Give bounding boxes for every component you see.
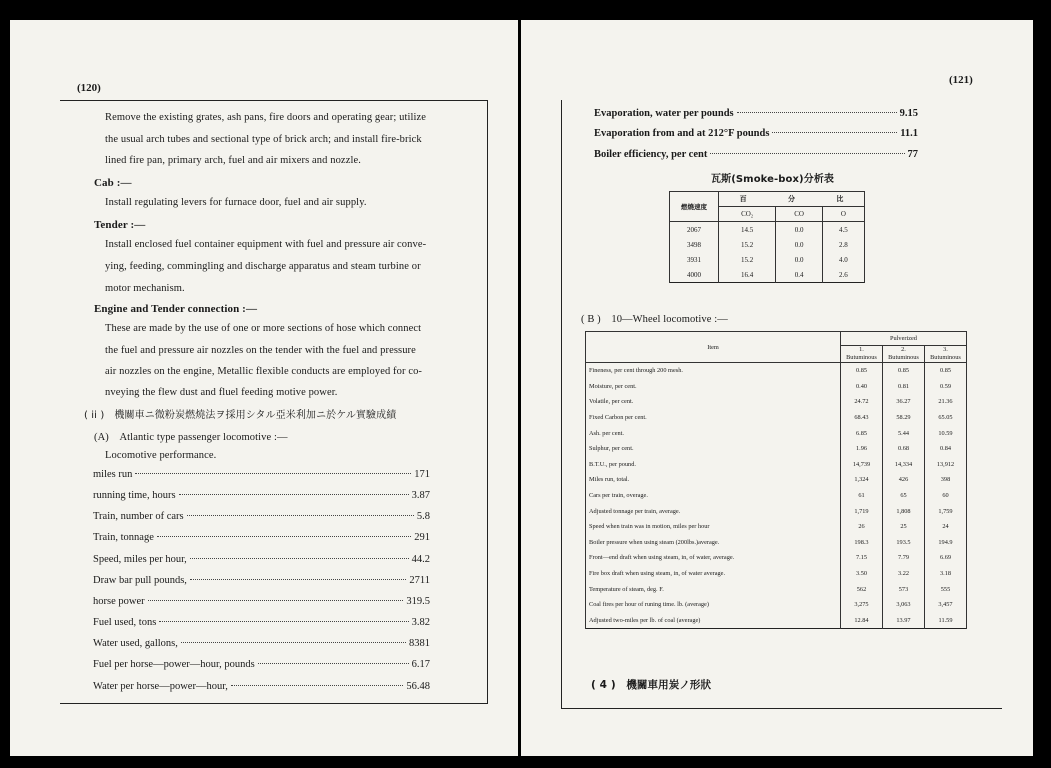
table-row xyxy=(586,488,967,504)
value-cell: 26 xyxy=(841,519,883,535)
value-cell: 25 xyxy=(883,519,925,535)
performance-value: 3.87 xyxy=(411,490,430,501)
boiler-value: 77 xyxy=(907,149,918,160)
value-cell: 193.5 xyxy=(883,535,925,551)
table-row xyxy=(586,613,967,629)
value-cell: 426 xyxy=(883,472,925,488)
performance-row xyxy=(93,659,430,670)
performance-value: 171 xyxy=(414,469,430,480)
locomotive-performance-label: Locomotive performance. xyxy=(105,450,217,461)
paragraph-line: the usual arch tubes and sectional type of brick arch; and install fire-brick xyxy=(105,134,422,145)
smoke-cell: 2.8 xyxy=(822,237,864,252)
smoke-cell: 0.0 xyxy=(776,222,822,238)
performance-label: Fuel used, tons xyxy=(93,617,157,628)
smoke-row xyxy=(670,267,865,283)
item-cell: Miles run, total. xyxy=(586,472,841,488)
value-cell: 3.18 xyxy=(925,566,967,582)
value-cell: 1.96 xyxy=(841,441,883,457)
value-cell: 24 xyxy=(925,519,967,535)
value-cell: 0.85 xyxy=(883,363,925,379)
paragraph-line: motor mechanism. xyxy=(105,283,185,294)
value-cell: 0.85 xyxy=(841,363,883,379)
value-cell: 60 xyxy=(925,488,967,504)
smoke-cell: 0.4 xyxy=(776,267,822,283)
boiler-row xyxy=(594,108,918,119)
boiler-row xyxy=(594,128,918,139)
value-cell: 0.84 xyxy=(925,441,967,457)
tender-heading: Tender :— xyxy=(94,219,146,231)
performance-row xyxy=(93,532,430,543)
boiler-label: Evaporation, water per pounds xyxy=(594,108,734,119)
item-cell: Adjusted two-miles per lb. of coal (average) xyxy=(586,613,841,629)
performance-label: Train, tonnage xyxy=(93,532,154,543)
value-cell: 3.50 xyxy=(841,566,883,582)
smoke-cell: 14.5 xyxy=(719,222,776,238)
item-cell: Fire box draft when using steam, in, of water average. xyxy=(586,566,841,582)
smoke-cell: 16.4 xyxy=(719,267,776,283)
performance-row xyxy=(93,617,430,628)
performance-row xyxy=(93,638,430,649)
performance-value: 5.8 xyxy=(416,511,430,522)
column-header xyxy=(925,346,967,363)
column-header xyxy=(841,346,883,363)
smoke-cell: 0.0 xyxy=(776,252,822,267)
cab-heading: Cab :— xyxy=(94,177,132,189)
value-cell: 68.43 xyxy=(841,410,883,426)
column-label: Butuminous xyxy=(846,354,877,361)
item-cell: Sulphur, per cent. xyxy=(586,441,841,457)
paragraph-line: the fuel and pressure air nozzles on the tender with the fuel and pressure xyxy=(105,345,416,356)
value-cell: 0.40 xyxy=(841,379,883,395)
value-cell: 555 xyxy=(925,581,967,597)
left-page xyxy=(10,20,518,756)
item-cell: Moisture, per cent. xyxy=(586,379,841,395)
smoke-cell: 4000 xyxy=(670,267,719,283)
table-row xyxy=(586,503,967,519)
value-cell: 58.29 xyxy=(883,410,925,426)
section-4-heading: ( 4 ) 機關車用炭ノ形狀 xyxy=(591,679,712,691)
table-row xyxy=(586,519,967,535)
smoke-cell: 15.2 xyxy=(719,237,776,252)
value-cell: 7.79 xyxy=(883,550,925,566)
value-cell: 11.59 xyxy=(925,613,967,629)
table-row xyxy=(586,566,967,582)
value-cell: 6.69 xyxy=(925,550,967,566)
value-cell: 198.3 xyxy=(841,535,883,551)
performance-value: 319.5 xyxy=(406,596,430,607)
boiler-row xyxy=(594,149,918,160)
performance-label: miles run xyxy=(93,469,133,480)
boiler-label: Boiler efficiency, per cent xyxy=(594,149,708,160)
paragraph-line: Install enclosed fuel container equipment with fuel and pressure air conve- xyxy=(105,239,427,250)
smoke-header-percent xyxy=(719,192,865,207)
page-number-right: (121) xyxy=(949,74,973,86)
value-cell: 1,759 xyxy=(925,503,967,519)
paragraph-line: These are made by the use of one or more sections of hose which connect xyxy=(105,323,422,334)
performance-row xyxy=(93,681,430,692)
item-cell: Ash. per cent. xyxy=(586,425,841,441)
table-row xyxy=(586,394,967,410)
smoke-row xyxy=(670,237,865,252)
table-row xyxy=(586,457,967,473)
smoke-header-rate: 燃燒速度 xyxy=(670,192,719,222)
smoke-cell: 2067 xyxy=(670,222,719,238)
value-cell: 398 xyxy=(925,472,967,488)
smoke-sub-header: O xyxy=(822,207,864,222)
value-cell: 10.59 xyxy=(925,425,967,441)
performance-row xyxy=(93,575,430,586)
item-cell: Coal fires per hour of runing time. lb. (average) xyxy=(586,597,841,613)
section-ii-heading: ( ii ) 機關車ニ微粉炭燃燒法ヲ採用シタル亞米利加ニ於ケル實驗成績 xyxy=(84,410,397,421)
column-number: 3. xyxy=(943,346,948,353)
value-cell: 0.68 xyxy=(883,441,925,457)
table-row xyxy=(586,441,967,457)
cab-text: Install regulating levers for furnace door, fuel and air supply. xyxy=(105,197,367,208)
smoke-cell: 2.6 xyxy=(822,267,864,283)
smoke-box-table xyxy=(669,191,865,283)
value-cell: 24.72 xyxy=(841,394,883,410)
item-cell: Fineness, per cent through 200 mesh. xyxy=(586,363,841,379)
value-cell: 13,912 xyxy=(925,457,967,473)
smoke-cell: 15.2 xyxy=(719,252,776,267)
engine-tender-heading: Engine and Tender connection :— xyxy=(94,303,258,315)
table-row xyxy=(586,597,967,613)
pulverized-header: Pulverized xyxy=(841,332,967,346)
value-cell: 12.84 xyxy=(841,613,883,629)
value-cell: 36.27 xyxy=(883,394,925,410)
value-cell: 3,457 xyxy=(925,597,967,613)
boiler-value: 11.1 xyxy=(900,128,918,139)
value-cell: 65 xyxy=(883,488,925,504)
column-label: Butuminous xyxy=(930,354,961,361)
right-page xyxy=(521,20,1033,756)
value-cell: 3,063 xyxy=(883,597,925,613)
item-cell: Temperature of steam, deg. F. xyxy=(586,581,841,597)
value-cell: 13.97 xyxy=(883,613,925,629)
smoke-cell: 3931 xyxy=(670,252,719,267)
table-row xyxy=(586,379,967,395)
value-cell: 65.05 xyxy=(925,410,967,426)
item-cell: Cars per train, overage. xyxy=(586,488,841,504)
value-cell: 562 xyxy=(841,581,883,597)
performance-row xyxy=(93,596,430,607)
value-cell: 3,275 xyxy=(841,597,883,613)
smoke-sub-header: CO₂ xyxy=(719,207,776,222)
item-cell: Boiler pressure when using steam (200lbs.)average. xyxy=(586,535,841,551)
performance-label: Fuel per horse—power—hour, pounds xyxy=(93,659,255,670)
value-cell: 14,334 xyxy=(883,457,925,473)
value-cell: 1,808 xyxy=(883,503,925,519)
column-number: 1. xyxy=(859,346,864,353)
paragraph-line: ying, feeding, commingling and discharge apparatus and steam turbine or xyxy=(105,261,421,272)
smoke-cell: 3498 xyxy=(670,237,719,252)
performance-value: 3.82 xyxy=(411,617,430,628)
table-row xyxy=(586,535,967,551)
item-cell: Speed when train was in motion, miles per hour xyxy=(586,519,841,535)
table-row xyxy=(586,410,967,426)
performance-label: running time, hours xyxy=(93,490,176,501)
item-cell: Front—end draft when using steam, in, of water, average. xyxy=(586,550,841,566)
performance-value: 8381 xyxy=(409,638,430,649)
table-row xyxy=(586,472,967,488)
smoke-header-char: 百 xyxy=(739,195,747,203)
value-cell: 0.85 xyxy=(925,363,967,379)
column-label: Butuminous xyxy=(888,354,919,361)
table-row xyxy=(586,363,967,379)
performance-label: Draw bar pull pounds, xyxy=(93,575,187,586)
smoke-box-title: 瓦斯(Smoke-box)分析表 xyxy=(711,174,835,185)
smoke-row xyxy=(670,222,865,238)
performance-label: Speed, miles per hour, xyxy=(93,554,187,565)
smoke-header-char: 分 xyxy=(787,195,795,203)
item-header: Item xyxy=(586,332,841,363)
paragraph-line: lined fire pan, primary arch, fuel and air mixers and nozzle. xyxy=(105,155,361,166)
boiler-label: Evaporation from and at 212°F pounds xyxy=(594,128,770,139)
boiler-value: 9.15 xyxy=(899,108,918,119)
performance-value: 291 xyxy=(414,532,430,543)
locomotive-table xyxy=(585,331,967,629)
left-page-frame xyxy=(60,100,488,704)
item-cell: B.T.U., per pound. xyxy=(586,457,841,473)
smoke-row xyxy=(670,252,865,267)
value-cell: 14,739 xyxy=(841,457,883,473)
item-cell: Fixed Carbon per cent. xyxy=(586,410,841,426)
table-row xyxy=(586,425,967,441)
performance-value: 44.2 xyxy=(411,554,430,565)
performance-row xyxy=(93,511,430,522)
value-cell: 21.36 xyxy=(925,394,967,410)
value-cell: 3.22 xyxy=(883,566,925,582)
value-cell: 194.9 xyxy=(925,535,967,551)
value-cell: 6.85 xyxy=(841,425,883,441)
performance-label: Water per horse—power—hour, xyxy=(93,681,228,692)
performance-row xyxy=(93,490,430,501)
value-cell: 1,324 xyxy=(841,472,883,488)
performance-value: 6.17 xyxy=(411,659,430,670)
performance-label: Train, number of cars xyxy=(93,511,184,522)
smoke-sub-header: CO xyxy=(776,207,822,222)
paragraph-line: Remove the existing grates, ash pans, fire doors and operating gear; utilize xyxy=(105,112,427,123)
performance-row xyxy=(93,554,430,565)
value-cell: 1,719 xyxy=(841,503,883,519)
page-number-left: (120) xyxy=(77,82,101,94)
column-header xyxy=(883,346,925,363)
table-row xyxy=(586,581,967,597)
item-cell: Adjusted tonnage per train, average. xyxy=(586,503,841,519)
column-number: 2. xyxy=(901,346,906,353)
section-b-heading: ( B ) 10—Wheel locomotive :— xyxy=(581,314,728,325)
smoke-cell: 4.0 xyxy=(822,252,864,267)
value-cell: 7.15 xyxy=(841,550,883,566)
performance-value: 56.48 xyxy=(406,681,430,692)
performance-label: horse power xyxy=(93,596,145,607)
performance-row xyxy=(93,469,430,480)
section-a-heading: (A) Atlantic type passenger locomotive :— xyxy=(94,432,288,443)
value-cell: 61 xyxy=(841,488,883,504)
value-cell: 573 xyxy=(883,581,925,597)
performance-value: 2711 xyxy=(409,575,430,586)
smoke-cell: 0.0 xyxy=(776,237,822,252)
performance-label: Water used, gallons, xyxy=(93,638,178,649)
paragraph-line: nveying the flew dust and fluel feeding motive power. xyxy=(105,387,338,398)
paragraph-line: air nozzles on the engine, Metallic flexible conducts are employed for co- xyxy=(105,366,423,377)
table-row xyxy=(586,550,967,566)
value-cell: 0.81 xyxy=(883,379,925,395)
value-cell: 0.59 xyxy=(925,379,967,395)
value-cell: 5.44 xyxy=(883,425,925,441)
item-cell: Volatile, per cent. xyxy=(586,394,841,410)
smoke-cell: 4.5 xyxy=(822,222,864,238)
smoke-header-char: 比 xyxy=(836,195,844,203)
